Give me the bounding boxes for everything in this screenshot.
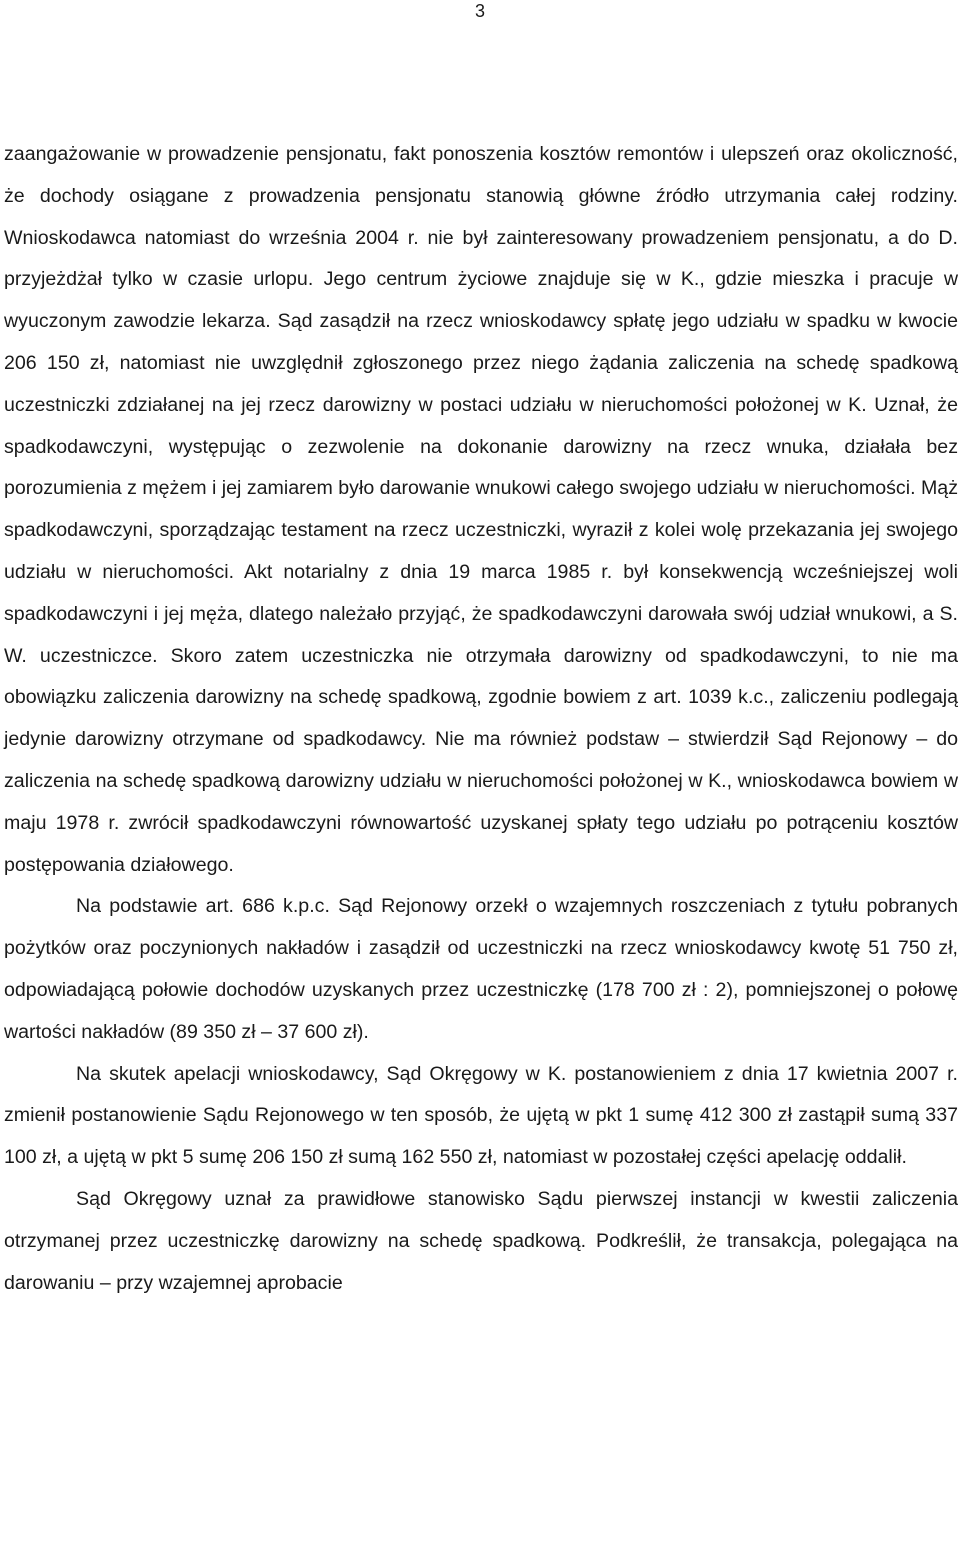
paragraph-continued: zaangażowanie w prowadzenie pensjonatu, fakt ponoszenia kosztów remontów i ulepszeń oraz okoliczność, że dochody osiągane z prowadzenia pensjonatu stanowią główne źródło utrzymania całej rodziny. Wnioskodawca natomiast do września 2004 r. nie był zainteresowany prowadzeniem pensjonatu, a do D. przyjeżdżał tylko w czasie urlopu. Jego centrum życiowe znajduje się w K., gdzie mieszka i pracuje w wyuczonym zawodzie lekarza. Sąd zasądził na rzecz wnioskodawcy spłatę jego udziału w spadku w kwocie 206 150 zł, natomiast nie uwzględnił zgłoszonego przez niego żądania zaliczenia na schedę spadkową uczestniczki zdziałanej na jej rzecz darowizny w postaci udziału w nieruchomości położonej w K. Uznał, że spadkodawczyni, występując o zezwolenie na dokonanie darowizny na rzecz wnuka, działała bez porozumienia z mężem i jej zamiarem było darowanie wnukowi całego swojego udziału w nieruchomości. Mąż spadkodawczyni, sporządzając testament na rzecz uczestniczki, wyraził z kolei wolę przekazania jej swojego udziału w nieruchomości. Akt notarialny z dnia 19 marca 1985 r. był konsekwencją wcześniejszej woli spadkodawczyni i jej męża, dlatego należało przyjąć, że spadkodawczyni darowała swój udział wnukowi, a S. W. uczestniczce. Skoro zatem uczestniczka nie otrzymała darowizny od spadkodawczyni, to nie ma obowiązku zaliczenia darowizny na schedę spadkową, zgodnie bowiem z art. 1039 k.c., zaliczeniu podlegają jedynie darowizny otrzymane od spadkodawcy. Nie ma również podstaw – stwierdził Sąd Rejonowy – do zaliczenia na schedę spadkową darowizny udziału w nieruchomości położonej w K., wnioskodawca bowiem w maju 1978 r. zwrócił spadkodawczyni równowartość uzyskanej spłaty tego udziału po potrąceniu kosztów postępowania działowego. (4, 143, 958, 876)
document-body (4, 134, 958, 1304)
page-number: 3 (474, 1, 485, 21)
paragraph-district-court: Sąd Okręgowy uznał za prawidłowe stanowisko Sądu pierwszej instancji w kwestii zaliczenia otrzymanej przez uczestniczkę darowizny na schedę spadkową. Podkreślił, że transakcja, polegająca na darowaniu – przy wzajemnej aprobacie (4, 1187, 958, 1294)
paragraph-article-686: Na podstawie art. 686 k.p.c. Sąd Rejonowy orzekł o wzajemnych roszczeniach z tytułu pobranych pożytków oraz poczynionych nakładów i zasądził od uczestniczki na rzecz wnioskodawcy kwotę 51 750 zł, odpowiadającą połowie dochodów uzyskanych przez uczestniczkę (178 700 zł : 2), pomniejszonej o połowę wartości nakładów (89 350 zł – 37 600 zł). (4, 895, 958, 1043)
paragraph-appeal: Na skutek apelacji wnioskodawcy, Sąd Okręgowy w K. postanowieniem z dnia 17 kwietnia 2007 r. zmienił postanowienie Sądu Rejonowego w ten sposób, że ujętą w pkt 1 sumę 412 300 zł zastąpił sumą 337 100 zł, a ujętą w pkt 5 sumę 206 150 zł sumą 162 550 zł, natomiast w pozostałej części apelację oddalił. (4, 1062, 958, 1169)
